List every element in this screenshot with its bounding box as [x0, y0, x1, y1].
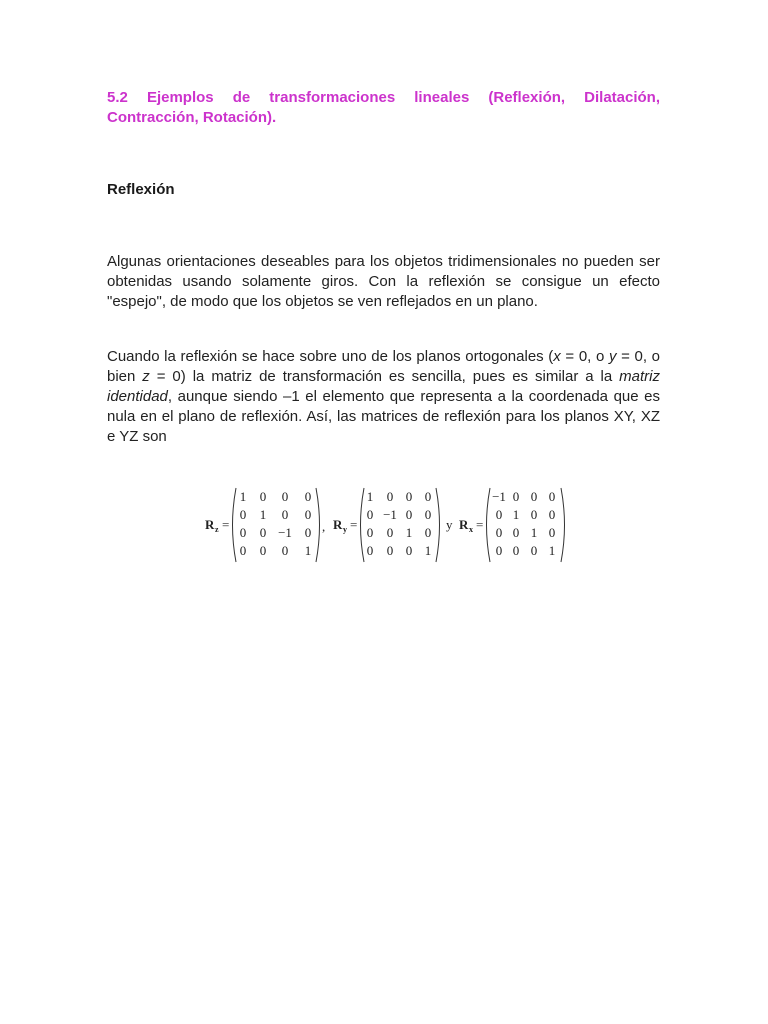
- paragraph-intro: Algunas orientaciones deseables para los objetos tridimensionales no pueden ser obtenidas usando solamente giros. Con la reflexión se consigue un efecto "espejo", de modo que los objetos se ven reflejados en un plano.: [107, 253, 660, 310]
- para2-text-5: , aunque siendo –1 el elemento que representa a la coordenada que es nula en el plano de reflexión. Así, las matrices de reflexión para los planos XY, XZ e YZ son: [107, 388, 660, 445]
- paragraph-orthogonal-planes: [107, 347, 660, 447]
- matrix-ry-cell: 1: [424, 543, 432, 558]
- para2-text-1: Cuando la reflexión se hace sobre uno de los planos ortogonales (: [107, 348, 554, 365]
- matrix-rx-cell: 0: [548, 507, 556, 522]
- matrix-rx-cell: 0: [530, 507, 538, 522]
- matrix-rx-cell: 0: [495, 507, 503, 522]
- matrix-rx-cell: 0: [512, 525, 520, 540]
- matrix-rz-cell: 0: [259, 525, 267, 540]
- matrix-rz-cell: 0: [304, 489, 312, 504]
- matrix-rz-cell: 0: [281, 543, 289, 558]
- matrix-rx-cell: 0: [495, 525, 503, 540]
- section-title: 5.2 Ejemplos de transformaciones lineales (Reflexión, Dilatación, Contracción, Rotación).: [107, 89, 660, 126]
- matrix-rx-cell: 1: [530, 525, 538, 540]
- matrix-ry-cells: [367, 489, 432, 558]
- reflection-matrices-equation: [205, 484, 571, 566]
- var-y: y: [608, 348, 617, 365]
- matrix-rx-equals: =: [476, 517, 484, 532]
- matrix-ry-subscript: y: [343, 525, 347, 534]
- matrix-rz-cell: 0: [281, 507, 289, 522]
- matrix-rz-cell: 0: [304, 507, 312, 522]
- matrix-rz-right-bracket: [316, 488, 320, 562]
- matrix-ry-cell: 0: [405, 489, 413, 504]
- matrix-rz-cell: 0: [281, 489, 289, 504]
- matrix-rx-cell: 1: [512, 507, 520, 522]
- matrix-rx-cell: −1: [492, 489, 506, 504]
- matrix-ry-equals: =: [350, 517, 358, 532]
- matrix-ry-cell: 0: [386, 543, 394, 558]
- matrix-ry-left-bracket: [361, 488, 365, 562]
- matrix-rx-cell: 0: [512, 489, 520, 504]
- matrix-rx-cell: 0: [548, 489, 556, 504]
- matrix-ry-right-bracket: [436, 488, 440, 562]
- matrix-ry-cell: 1: [366, 489, 374, 504]
- matrix-rz-cell: 1: [304, 543, 312, 558]
- matrix-rx-cell: 0: [530, 543, 538, 558]
- matrix-rz-cell: −1: [278, 525, 292, 540]
- matrix-rx-cell: 0: [495, 543, 503, 558]
- matrix-rx-cell: 1: [548, 543, 556, 558]
- matrix-rz-cell: 0: [239, 525, 247, 540]
- para2-text-2: = 0, o: [560, 348, 609, 365]
- matrix-rz-cell: 1: [259, 507, 267, 522]
- matrix-rx-left-bracket: [487, 488, 491, 562]
- matrices-figure: [205, 484, 571, 566]
- matrix-rz-cells: [240, 489, 312, 558]
- matrix-ry: [333, 488, 453, 562]
- matrix-ry-cell: 0: [405, 507, 413, 522]
- matrix-ry-cell: 1: [405, 525, 413, 540]
- matrix-ry-cell: 0: [386, 525, 394, 540]
- document-page: [107, 88, 660, 558]
- matrix-rz-cell: 0: [239, 543, 247, 558]
- matrix-rz-equals: =: [222, 517, 230, 532]
- matrix-rz: [205, 488, 325, 562]
- para2-text-4: = 0) la matriz de transformación es sencilla, pues es similar a la: [149, 368, 620, 385]
- matrix-rx-cell: 0: [530, 489, 538, 504]
- matrix-rz-cell: 1: [239, 489, 247, 504]
- matrix-rx-label: R: [459, 517, 469, 532]
- matrix-ry-cell: 0: [424, 489, 432, 504]
- var-x: x: [553, 348, 561, 365]
- matrix-rz-left-bracket: [233, 488, 237, 562]
- matriz-identidad-term: matriz identidad: [107, 368, 660, 405]
- matrix-rz-cell: 0: [304, 525, 312, 540]
- matrix-rz-label: R: [205, 517, 215, 532]
- matrix-ry-cell: 0: [405, 543, 413, 558]
- matrix-rz-cell: 0: [239, 507, 247, 522]
- matrix-ry-cell: 0: [366, 543, 374, 558]
- matrix-ry-cell: −1: [383, 507, 397, 522]
- subheading-reflexion: Reflexión: [107, 181, 175, 198]
- matrix-rx-subscript: x: [469, 525, 473, 534]
- para2-text-3: = 0, o bien: [107, 348, 660, 385]
- matrix-rz-subscript: z: [215, 525, 219, 534]
- matrix-ry-label: R: [333, 517, 343, 532]
- matrix-rx-cell: 0: [512, 543, 520, 558]
- var-z: z: [142, 368, 150, 385]
- matrix-separator-comma: ,: [322, 519, 326, 534]
- matrix-conjunction-y: y: [446, 517, 453, 532]
- matrix-ry-cell: 0: [386, 489, 394, 504]
- matrix-rz-cell: 0: [259, 543, 267, 558]
- matrix-rx-cells: [492, 489, 555, 558]
- matrix-rx-right-bracket: [561, 488, 565, 562]
- matrix-ry-cell: 0: [366, 507, 374, 522]
- matrix-rx: [459, 488, 565, 562]
- matrix-rz-cell: 0: [259, 489, 267, 504]
- matrix-ry-cell: 0: [424, 507, 432, 522]
- matrix-ry-cell: 0: [424, 525, 432, 540]
- matrix-rx-cell: 0: [548, 525, 556, 540]
- matrix-ry-cell: 0: [366, 525, 374, 540]
